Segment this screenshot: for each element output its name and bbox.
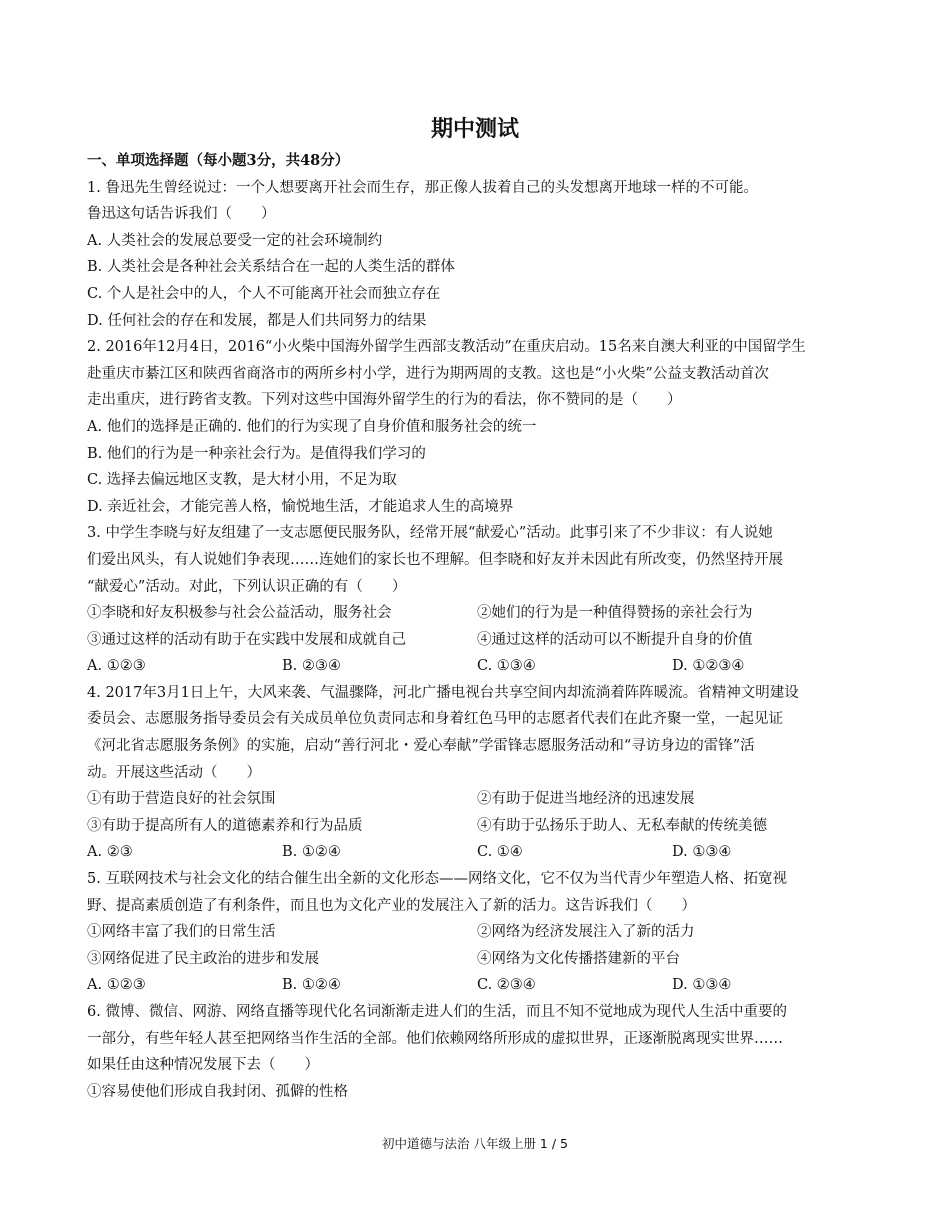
statement-row	[87, 919, 877, 946]
option-b: B. 他们的行为是一种亲社会行为。是值得我们学习的	[87, 445, 426, 462]
statement-row	[87, 600, 877, 627]
option-d: D. ①②③④	[672, 658, 745, 675]
statement: ①有助于营造良好的社会氛围	[87, 791, 276, 808]
option-a: A. ①②③	[87, 658, 146, 675]
statement: ③通过这样的活动有助于在实践中发展和成就自己	[87, 631, 406, 648]
option-d: D. 任何社会的存在和发展，都是人们共同努力的结果	[87, 312, 427, 329]
question-text: 一部分，有些年轻人甚至把网络当作生活的全部。他们依赖网络所形成的虚拟世界，正逐渐脱离现实世界……	[87, 1030, 783, 1047]
statement-row	[87, 946, 877, 973]
question-text: 们爱出风头，有人说她们争表现……连她们的家长也不理解。但李晓和好友并未因此有所改变，仍然坚持开展	[87, 551, 783, 568]
question-3	[87, 520, 877, 680]
question-text: 5. 互联网技术与社会文化的结合催生出全新的文化形态——网络文化，它不仅为当代青少年塑造人格、拓宽视	[87, 871, 787, 888]
statement: ②网络为经济发展注入了新的活力	[477, 924, 695, 941]
option-a: A. ①②③	[87, 977, 146, 994]
option-b: B. 人类社会是各种社会关系结合在一起的人类生活的群体	[87, 259, 455, 276]
question-text: 如果任由这种情况发展下去（ ）	[87, 1057, 319, 1074]
question-6	[87, 999, 877, 1105]
statement: ①李晓和好友积极参与社会公益活动，服务社会	[87, 605, 392, 622]
question-text: 2. 2016年12月4日，2016“小火柴中国海外留学生西部支教活动”在重庆启动。15名来自澳大利亚的中国留学生	[87, 339, 806, 356]
statement: ②她们的行为是一种值得赞扬的亲社会行为	[477, 605, 753, 622]
question-text: 《河北省志愿服务条例》的实施，启动“善行河北・爱心奉献”学雷锋志愿服务活动和“寻访身边的雷锋”活	[87, 738, 755, 755]
option-d: D. ①③④	[672, 844, 732, 861]
option-a: A. 人类社会的发展总要受一定的社会环境制约	[87, 232, 383, 249]
statement: ③网络促进了民主政治的进步和发展	[87, 950, 319, 967]
question-text: 动。开展这些活动（ ）	[87, 764, 261, 781]
question-text: “献爱心”活动。对此，下列认识正确的有（ ）	[87, 578, 407, 595]
question-1	[87, 175, 877, 335]
option-b: B. ①②④	[282, 977, 341, 994]
option-d: D. 亲近社会，才能完善人格，愉悦地生活，才能追求人生的高境界	[87, 498, 514, 515]
option-c: C. ①③④	[477, 658, 536, 675]
question-text: 3. 中学生李晓与好友组建了一支志愿便民服务队，经常开展“献爱心”活动。此事引来了不少非议：有人说她	[87, 525, 773, 542]
question-4	[87, 680, 877, 866]
option-a: A. ②③	[87, 844, 133, 861]
statement: ④有助于弘扬乐于助人、无私奉献的传统美德	[477, 817, 767, 834]
option-b: B. ②③④	[282, 658, 341, 675]
option-c: C. 选择去偏远地区支教，是大材小用，不足为取	[87, 472, 397, 489]
statement: ③有助于提高所有人的道德素养和行为品质	[87, 817, 363, 834]
option-c: C. 个人是社会中的人，个人不可能离开社会而独立存在	[87, 285, 441, 302]
question-text: 赴重庆市綦江区和陕西省商洛市的两所乡村小学，进行为期两周的支教。这也是“小火柴”公益支教活动首次	[87, 365, 769, 382]
options-row	[87, 839, 877, 866]
option-a: A. 他们的选择是正确的. 他们的行为实现了自身价值和服务社会的统一	[87, 418, 537, 435]
options-row	[87, 653, 877, 680]
page-title: 期中测试	[430, 116, 519, 142]
question-text: 鲁迅这句话告诉我们（ ）	[87, 206, 276, 223]
question-2	[87, 334, 877, 520]
statement: ①网络丰富了我们的日常生活	[87, 924, 276, 941]
page-footer: 初中道德与法治 八年级上册 1 / 5	[381, 1136, 568, 1151]
question-5	[87, 866, 877, 999]
options-row	[87, 972, 877, 999]
statement: ④通过这样的活动可以不断提升自身的价值	[477, 631, 753, 648]
statement-row	[87, 786, 877, 813]
exam-content	[87, 148, 877, 1105]
option-b: B. ①②④	[282, 844, 341, 861]
option-d: D. ①③④	[672, 977, 732, 994]
statement-row	[87, 813, 877, 840]
question-text: 走出重庆，进行跨省支教。下列对这些中国海外留学生的行为的看法，你不赞同的是（ ）	[87, 392, 682, 409]
option-c: C. ①④	[477, 844, 523, 861]
question-text: 6. 微博、微信、网游、网络直播等现代化名词渐渐走进人们的生活，而且不知不觉地成为现代人生活中重要的	[87, 1004, 787, 1020]
question-text: 野、提高素质创造了有利条件，而且也为文化产业的发展注入了新的活力。这告诉我们（ ）	[87, 897, 696, 914]
statement-row	[87, 627, 877, 654]
statement: ②有助于促进当地经济的迅速发展	[477, 791, 695, 808]
question-text: 委员会、志愿服务指导委员会有关成员单位负责同志和身着红色马甲的志愿者代表们在此齐聚一堂，一起见证	[87, 711, 783, 728]
statement: ①容易使他们形成自我封闭、孤僻的性格	[87, 1083, 348, 1100]
statement: ④网络为文化传播搭建新的平台	[477, 950, 680, 967]
option-c: C. ②③④	[477, 977, 536, 994]
question-text: 4. 2017年3月1日上午，大风来袭、气温骤降，河北广播电视台共享空间内却流淌着阵阵暖流。省精神文明建设	[87, 684, 799, 701]
section-heading: 一、单项选择题（每小题3分，共48分）	[87, 152, 350, 169]
question-text: 1. 鲁迅先生曾经说过：一个人想要离开社会而生存，那正像人拔着自己的头发想离开地球一样的不可能。	[87, 179, 758, 196]
